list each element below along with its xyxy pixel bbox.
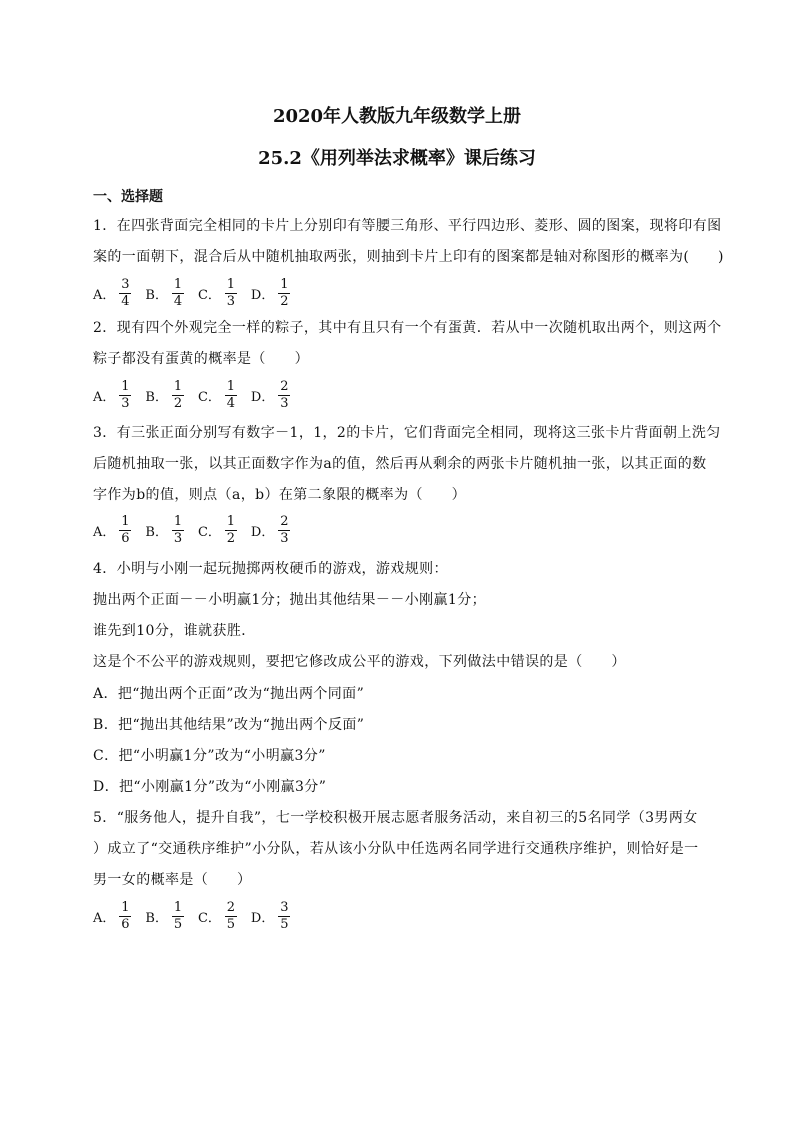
numerator: 2 [280, 514, 289, 529]
numerator: 1 [121, 514, 130, 529]
option-label: B． [145, 525, 168, 540]
question-2-options [93, 380, 304, 411]
fraction [172, 515, 184, 546]
numerator: 1 [226, 379, 236, 394]
question-1-line-2: 案的一面朝下，混合后从中随机抽取两张，则抽到卡片上印有的图案都是轴对称图形的概率为( ) [93, 249, 724, 265]
fraction [119, 278, 131, 309]
denominator: 3 [173, 531, 183, 546]
numerator: 1 [226, 514, 236, 529]
fraction [278, 278, 290, 309]
option-a [93, 380, 131, 411]
denominator: 3 [280, 531, 289, 546]
option-label: C． [197, 525, 221, 540]
question-5-options [93, 901, 304, 932]
denominator: 4 [226, 396, 236, 411]
option-label: D． [250, 390, 275, 405]
document-subtitle: 25.2《用列举法求概率》课后练习 [258, 148, 536, 169]
option-a [93, 278, 131, 309]
numerator: 1 [280, 277, 289, 292]
option-c [198, 278, 237, 309]
fraction [278, 901, 290, 932]
option-d [251, 901, 290, 932]
numerator: 3 [280, 900, 289, 915]
option-label: A． [93, 911, 116, 926]
denominator: 4 [121, 294, 130, 309]
option-label: C． [197, 288, 221, 303]
option-label: A． [93, 288, 116, 303]
option-label: B． [145, 911, 168, 926]
fraction [172, 901, 184, 932]
denominator: 6 [121, 917, 130, 932]
option-b [145, 278, 184, 309]
option-c [198, 380, 237, 411]
numerator: 1 [173, 900, 183, 915]
fraction [225, 515, 237, 546]
fraction [278, 515, 290, 546]
denominator: 5 [226, 917, 236, 932]
denominator: 2 [226, 531, 236, 546]
fraction [278, 380, 290, 411]
question-4-line-3: 谁先到10分，谁就获胜． [93, 623, 256, 639]
denominator: 3 [280, 396, 289, 411]
question-4-option-a: A．把“抛出两个正面”改为“抛出两个同面” [93, 686, 365, 702]
document-title: 2020年人教版九年级数学上册 [272, 106, 522, 127]
denominator: 3 [226, 294, 236, 309]
fraction [225, 901, 237, 932]
question-4-line-4: 这是个不公平的游戏规则，要把它修改成公平的游戏，下列做法中错误的是（ ） [93, 654, 626, 670]
numerator: 2 [280, 379, 289, 394]
option-b [145, 380, 184, 411]
option-label: D． [250, 288, 275, 303]
numerator: 2 [226, 900, 236, 915]
numerator: 1 [121, 900, 130, 915]
numerator: 1 [121, 379, 130, 394]
fraction [119, 901, 131, 932]
fraction [172, 278, 184, 309]
option-d [251, 278, 290, 309]
question-5-line-2: ）成立了“交通秩序维护”小分队，若从该小分队中任选两名同学进行交通秩序维护，则恰好是一 [93, 841, 699, 857]
denominator: 3 [121, 396, 130, 411]
question-4-line-1: 4．小明与小刚一起玩抛掷两枚硬币的游戏，游戏规则： [93, 561, 448, 577]
option-d [251, 380, 290, 411]
numerator: 1 [173, 514, 183, 529]
denominator: 5 [173, 917, 183, 932]
option-label: C． [197, 911, 221, 926]
question-1-options [93, 278, 304, 309]
option-a [93, 515, 131, 546]
fraction [225, 278, 237, 309]
denominator: 4 [173, 294, 183, 309]
fraction [172, 380, 184, 411]
numerator: 1 [173, 277, 183, 292]
denominator: 2 [173, 396, 183, 411]
option-b [145, 901, 184, 932]
option-label: B． [145, 390, 168, 405]
question-4-option-b: B．把“抛出其他结果”改为“抛出两个反面” [93, 717, 365, 733]
option-label: A． [93, 525, 116, 540]
question-5-line-3: 男一女的概率是（ ） [93, 872, 252, 888]
option-a [93, 901, 131, 932]
question-3-line-2: 后随机抽取一张，以其正面数字作为a的值，然后再从剩余的两张卡片随机抽一张，以其正面的数 [93, 456, 707, 472]
question-3-line-3: 字作为b的值，则点（a，b）在第二象限的概率为（ ） [93, 487, 467, 503]
option-label: C． [197, 390, 221, 405]
numerator: 1 [173, 379, 183, 394]
question-4-line-2: 抛出两个正面－－小明赢1分；抛出其他结果－－小刚赢1分； [93, 592, 487, 608]
question-5-line-1: 5．“服务他人，提升自我”，七一学校积极开展志愿者服务活动，来自初三的5名同学（3男两女 [93, 810, 698, 826]
fraction [119, 380, 131, 411]
option-label: D． [250, 525, 275, 540]
option-label: B． [145, 288, 168, 303]
fraction [119, 515, 131, 546]
section-heading: 一、选择题 [93, 189, 163, 205]
question-3-options [93, 515, 304, 546]
option-label: D． [250, 911, 275, 926]
option-c [198, 901, 237, 932]
denominator: 2 [280, 294, 289, 309]
question-1-line-1: 1．在四张背面完全相同的卡片上分别印有等腰三角形、平行四边形、菱形、圆的图案，现将印有图 [93, 218, 722, 234]
question-2-line-1: 2．现有四个外观完全一样的粽子，其中有且只有一个有蛋黄．若从中一次随机取出两个，则这两个 [93, 320, 722, 336]
denominator: 6 [121, 531, 130, 546]
option-c [198, 515, 237, 546]
question-4-option-c: C．把“小明赢1分”改为“小明赢3分” [93, 748, 326, 764]
option-d [251, 515, 290, 546]
numerator: 3 [121, 277, 130, 292]
option-b [145, 515, 184, 546]
fraction [225, 380, 237, 411]
numerator: 1 [226, 277, 236, 292]
option-label: A． [93, 390, 116, 405]
question-3-line-1: 3．有三张正面分别写有数字－1，1，2的卡片，它们背面完全相同，现将这三张卡片背面朝上洗匀 [93, 425, 721, 441]
question-4-option-d: D．把“小刚赢1分”改为“小刚赢3分” [93, 779, 327, 795]
question-2-line-2: 粽子都没有蛋黄的概率是（ ） [93, 351, 309, 367]
denominator: 5 [280, 917, 289, 932]
